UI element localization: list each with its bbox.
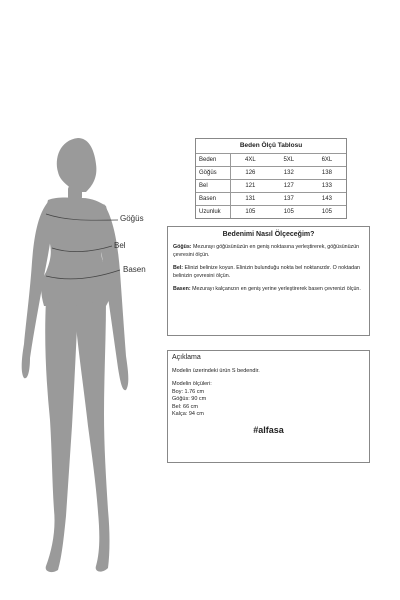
- description-title: Açıklama: [172, 354, 201, 361]
- how-to-measure-box: [167, 226, 370, 336]
- table-cell: 133: [308, 180, 346, 193]
- table-cell: 137: [270, 193, 308, 206]
- table-cell: Beden: [196, 154, 231, 167]
- brand-hashtag: #alfasa: [253, 424, 284, 435]
- table-cell: 4XL: [231, 154, 270, 167]
- table-cell: 6XL: [308, 154, 346, 167]
- table-cell: Uzunluk: [196, 206, 231, 219]
- gogus-text: Göğüs: 90 cm: [172, 396, 207, 402]
- kalca-text: Kalça: 94 cm: [172, 411, 204, 417]
- table-cell: 132: [270, 167, 308, 180]
- table-cell: 105: [231, 206, 270, 219]
- description-box: [167, 350, 370, 463]
- basen-instruction-text: Mezurayı kalçanızın en geniş yerine yerleştirerek basen çevrenizi ölçün.: [190, 286, 361, 292]
- size-chart: [195, 138, 347, 219]
- table-row: [196, 180, 346, 193]
- table-cell: 126: [231, 167, 270, 180]
- table-row: [196, 154, 346, 167]
- table-row: [196, 206, 346, 219]
- model-size-text: Modelin üzerindeki ürün S bedendir.: [172, 367, 260, 374]
- bel-text: Bel: 66 cm: [172, 403, 198, 410]
- table-cell: 105: [270, 206, 308, 219]
- boy-text: Boy: 1.76 cm: [172, 388, 205, 395]
- basen-instruction-label: Basen:: [173, 286, 191, 292]
- how-to-measure-title: Bedenimi Nasıl Ölçeceğim?: [222, 231, 315, 238]
- gogus-label: Göğüs: [120, 214, 144, 223]
- table-row: [196, 193, 346, 206]
- size-chart-title: Beden Ölçü Tablosu: [239, 142, 303, 149]
- table-cell: 138: [308, 167, 346, 180]
- gogus-instruction: [173, 243, 364, 259]
- table-cell: 121: [231, 180, 270, 193]
- gogus-instruction-text: Mezurayı göğüsünüzün en geniş noktasına yerleştirerek, göğüsünüzün çevresini ölçün.: [173, 244, 360, 258]
- bel-instruction: [173, 264, 364, 280]
- bel-label: Bel: [114, 241, 126, 250]
- table-cell: Bel: [196, 180, 231, 193]
- basen-label: Basen: [123, 265, 146, 274]
- measurements-title: Modelin ölçüleri:: [172, 381, 212, 387]
- table-cell: 143: [308, 193, 346, 206]
- table-row: [196, 167, 346, 180]
- basen-instruction: [173, 285, 364, 293]
- table-cell: 127: [270, 180, 308, 193]
- size-chart-table: [196, 153, 346, 218]
- table-cell: 5XL: [270, 154, 308, 167]
- gogus-instruction-label: Göğüs:: [173, 244, 192, 250]
- bel-instruction-label: Bel:: [173, 265, 184, 271]
- table-cell: Göğüs: [196, 167, 231, 180]
- table-cell: 131: [231, 193, 270, 206]
- table-cell: Basen: [196, 193, 231, 206]
- table-cell: 105: [308, 206, 346, 219]
- bel-instruction-text: Elinizi belinize koyun. Elinizin bulunduğu nokta bel noktanızdır. O noktadan belinizin çevresini ölçün.: [173, 265, 360, 279]
